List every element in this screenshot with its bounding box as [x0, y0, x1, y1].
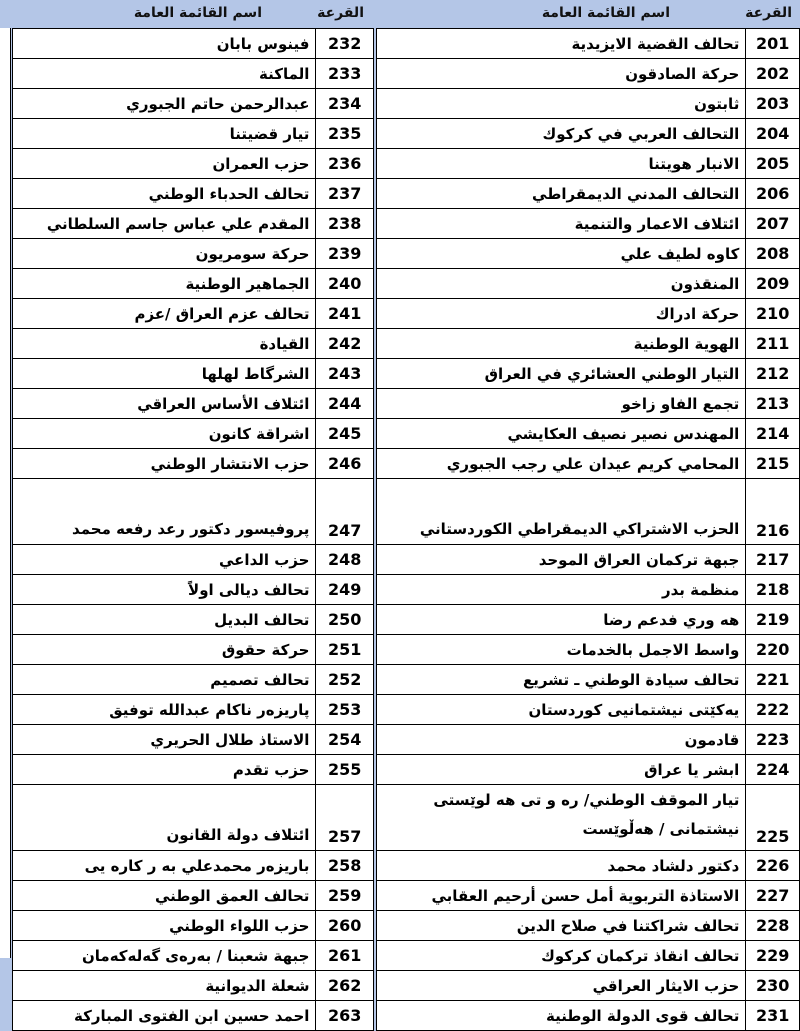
ballot-number-cell: 237 [316, 179, 374, 209]
ballot-number-cell: 257 [316, 785, 374, 851]
table-row [377, 449, 800, 479]
list-name-cell: الجماهير الوطنية [13, 269, 316, 299]
ballot-number-cell: 260 [316, 911, 374, 941]
ballot-number-cell: 219 [746, 605, 800, 635]
ballot-number-cell: 205 [746, 149, 800, 179]
table-row [377, 911, 800, 941]
ballot-number-cell: 226 [746, 851, 800, 881]
table-row [13, 389, 374, 419]
ballot-number-cell: 253 [316, 695, 374, 725]
table-row [377, 785, 800, 851]
list-name-cell: تحالف القضية الايزيدية [377, 29, 746, 59]
ballot-number-cell: 201 [746, 29, 800, 59]
list-name-cell: المنقذون [377, 269, 746, 299]
ballot-number-cell: 221 [746, 665, 800, 695]
list-name-cell: ائتلاف الأساس العراقي [13, 389, 316, 419]
list-name-cell: باريزەر محمدعلي به ر كاره يی [13, 851, 316, 881]
table-row [377, 149, 800, 179]
table-row [13, 449, 374, 479]
table-row [13, 149, 374, 179]
right-table-block [376, 0, 800, 1031]
table-row [377, 359, 800, 389]
list-name-cell: تحالف الحدباء الوطني [13, 179, 316, 209]
table-row [13, 479, 374, 545]
list-name-cell: جبهة تركمان العراق الموحد [377, 545, 746, 575]
ballot-number-cell: 254 [316, 725, 374, 755]
ballot-number-cell: 209 [746, 269, 800, 299]
list-name-cell: ائتلاف دولة القانون [13, 785, 316, 851]
ballot-number-cell: 241 [316, 299, 374, 329]
table-row [13, 29, 374, 59]
list-name-cell: ابشر يا عراق [377, 755, 746, 785]
ballot-number-cell: 208 [746, 239, 800, 269]
list-name-cell: تحالف انقاذ تركمان كركوك [377, 941, 746, 971]
ballot-number-cell: 258 [316, 851, 374, 881]
ballot-table-left [12, 28, 374, 1031]
list-name-cell: حزب اللواء الوطني [13, 911, 316, 941]
list-name-cell: التحالف العربي في كركوك [377, 119, 746, 149]
table-row [377, 389, 800, 419]
ballot-number-cell: 220 [746, 635, 800, 665]
table-row [13, 941, 374, 971]
ballot-number-cell: 210 [746, 299, 800, 329]
ballot-number-cell: 238 [316, 209, 374, 239]
ballot-number-cell: 251 [316, 635, 374, 665]
ballot-number-cell: 255 [316, 755, 374, 785]
list-name-cell: تحالف البديل [13, 605, 316, 635]
list-name-cell: اشراقة كانون [13, 419, 316, 449]
list-name-cell: تحالف قوى الدولة الوطنية [377, 1001, 746, 1031]
table-row [13, 665, 374, 695]
ballot-number-cell: 206 [746, 179, 800, 209]
left-edge-table-fragment [0, 28, 11, 958]
table-row [377, 89, 800, 119]
table-row [377, 329, 800, 359]
left-table-block [12, 0, 374, 1031]
table-row [377, 755, 800, 785]
table-row [13, 299, 374, 329]
ballot-number-cell: 227 [746, 881, 800, 911]
list-name-cell: المحامي كريم عيدان علي رجب الجبوري [377, 449, 746, 479]
table-row [13, 851, 374, 881]
list-name-cell: الحزب الاشتراكي الديمقراطي الكوردستاني [377, 479, 746, 545]
ballot-number-cell: 212 [746, 359, 800, 389]
ballot-number-cell: 228 [746, 911, 800, 941]
table-row [13, 359, 374, 389]
list-name-cell: حزب العمران [13, 149, 316, 179]
ballot-number-cell: 235 [316, 119, 374, 149]
list-name-cell: حزب الايثار العراقي [377, 971, 746, 1001]
ballot-number-cell: 263 [316, 1001, 374, 1031]
table-row [377, 1001, 800, 1031]
table-row [13, 635, 374, 665]
list-name-cell: تحالف عزم العراق /عزم [13, 299, 316, 329]
table-row [377, 29, 800, 59]
table-row [13, 971, 374, 1001]
list-name-cell: الهوية الوطنية [377, 329, 746, 359]
ballot-number-cell: 202 [746, 59, 800, 89]
ballot-number-cell: 211 [746, 329, 800, 359]
table-row [13, 209, 374, 239]
left-table-header [12, 0, 374, 28]
list-name-cell: شعلة الديوانية [13, 971, 316, 1001]
ballot-table-right [376, 28, 800, 1031]
list-name-cell: احمد حسين ابن الفتوى المباركة [13, 1001, 316, 1031]
ballot-number-cell: 247 [316, 479, 374, 545]
table-row [13, 119, 374, 149]
table-row [13, 785, 374, 851]
list-name-cell: تحالف ديالى اولاً [13, 575, 316, 605]
number-header: القرعة [745, 5, 792, 21]
table-row [13, 59, 374, 89]
table-row [13, 179, 374, 209]
table-row [377, 59, 800, 89]
ballot-number-cell: 217 [746, 545, 800, 575]
name-header: اسم القائمة العامة [541, 5, 670, 21]
list-name-cell: حركة ادراك [377, 299, 746, 329]
list-name-cell: القيادة [13, 329, 316, 359]
list-name-cell: تحالف سيادة الوطني ـ تشريع [377, 665, 746, 695]
list-name-cell: پروفيسور دكتور رعد رفعه محمد [13, 479, 316, 545]
ballot-number-cell: 231 [746, 1001, 800, 1031]
ballot-number-cell: 262 [316, 971, 374, 1001]
table-row [377, 575, 800, 605]
list-name-cell: الاستاذ طلال الحريري [13, 725, 316, 755]
table-row [13, 89, 374, 119]
list-name-cell: حركة سومريون [13, 239, 316, 269]
list-name-cell: الشرگاط لهلها [13, 359, 316, 389]
table-row [377, 881, 800, 911]
ballot-number-cell: 204 [746, 119, 800, 149]
ballot-number-cell: 229 [746, 941, 800, 971]
ballot-number-cell: 242 [316, 329, 374, 359]
table-row [377, 635, 800, 665]
list-name-cell: المهندس نصير نصيف العكايشي [377, 419, 746, 449]
ballot-number-cell: 214 [746, 419, 800, 449]
list-name-cell: كاوه لطيف علي [377, 239, 746, 269]
list-name-cell: حزب الانتشار الوطني [13, 449, 316, 479]
table-row [13, 269, 374, 299]
ballot-number-cell: 252 [316, 665, 374, 695]
ballot-number-cell: 243 [316, 359, 374, 389]
list-name-cell: دكتور دلشاد محمد [377, 851, 746, 881]
ballot-number-cell: 213 [746, 389, 800, 419]
list-name-cell: منظمة بدر [377, 575, 746, 605]
ballot-number-cell: 244 [316, 389, 374, 419]
ballot-number-cell: 207 [746, 209, 800, 239]
list-name-cell: تحالف شراكتنا في صلاح الدين [377, 911, 746, 941]
list-name-cell: تحالف العمق الوطني [13, 881, 316, 911]
table-row [377, 971, 800, 1001]
list-name-cell: التحالف المدني الديمقراطي [377, 179, 746, 209]
table-row [13, 695, 374, 725]
list-name-cell: قادمون [377, 725, 746, 755]
list-name-cell: حركة حقوق [13, 635, 316, 665]
name-header: اسم القائمة العامة [133, 5, 262, 21]
ballot-number-cell: 224 [746, 755, 800, 785]
table-row [377, 299, 800, 329]
ballot-number-cell: 248 [316, 545, 374, 575]
list-name-cell: التيار الوطني العشائري في العراق [377, 359, 746, 389]
table-row [377, 665, 800, 695]
list-name-cell: الاستاذة التربوية أمل حسن أرحيم العقابي [377, 881, 746, 911]
list-name-cell: ائتلاف الاعمار والتنمية [377, 209, 746, 239]
list-name-cell: الانبار هويتنا [377, 149, 746, 179]
table-row [13, 575, 374, 605]
table-row [13, 545, 374, 575]
table-row [377, 209, 800, 239]
table-row [13, 725, 374, 755]
ballot-number-cell: 246 [316, 449, 374, 479]
list-name-cell: واسط الاجمل بالخدمات [377, 635, 746, 665]
list-name-cell: تيار الموقف الوطني/ ره و تی هه لوێستی نیشتمانی / هەڵوێست [377, 785, 746, 851]
ballot-number-cell: 232 [316, 29, 374, 59]
table-row [377, 119, 800, 149]
table-row [13, 605, 374, 635]
list-name-cell: هه وري فدعم رضا [377, 605, 746, 635]
table-row [377, 605, 800, 635]
list-name-cell: فينوس بابان [13, 29, 316, 59]
ballot-number-cell: 222 [746, 695, 800, 725]
number-header: القرعة [317, 5, 364, 21]
list-name-cell: عبدالرحمن حاتم الجبوري [13, 89, 316, 119]
list-name-cell: ثابتون [377, 89, 746, 119]
list-name-cell: جبهة شعبنا / بەرەی گەلەکەمان [13, 941, 316, 971]
ballot-number-cell: 240 [316, 269, 374, 299]
ballot-number-cell: 230 [746, 971, 800, 1001]
table-row [13, 329, 374, 359]
ballot-number-cell: 215 [746, 449, 800, 479]
table-row [13, 755, 374, 785]
table-row [377, 479, 800, 545]
list-name-cell: حركة الصادقون [377, 59, 746, 89]
ballot-number-cell: 249 [316, 575, 374, 605]
ballot-number-cell: 245 [316, 419, 374, 449]
table-row [377, 239, 800, 269]
ballot-number-cell: 223 [746, 725, 800, 755]
list-name-cell: تيار قضيتنا [13, 119, 316, 149]
table-row [377, 725, 800, 755]
table-row [13, 239, 374, 269]
ballot-number-cell: 225 [746, 785, 800, 851]
ballot-number-cell: 218 [746, 575, 800, 605]
ballot-number-cell: 239 [316, 239, 374, 269]
table-row [13, 419, 374, 449]
list-name-cell: پاريزەر ناكام عبدالله توفيق [13, 695, 316, 725]
list-name-cell: حزب تقدم [13, 755, 316, 785]
ballot-number-cell: 233 [316, 59, 374, 89]
ballot-number-cell: 203 [746, 89, 800, 119]
table-row [377, 941, 800, 971]
ballot-number-cell: 234 [316, 89, 374, 119]
table-row [377, 851, 800, 881]
list-name-cell: الماكنة [13, 59, 316, 89]
list-name-cell: تحالف تصميم [13, 665, 316, 695]
ballot-number-cell: 216 [746, 479, 800, 545]
table-row [377, 179, 800, 209]
table-row [377, 695, 800, 725]
list-name-cell: المقدم علي عباس جاسم السلطاني [13, 209, 316, 239]
table-row [13, 881, 374, 911]
table-row [377, 545, 800, 575]
list-name-cell: حزب الداعي [13, 545, 316, 575]
ballot-number-cell: 259 [316, 881, 374, 911]
ballot-number-cell: 250 [316, 605, 374, 635]
table-row [13, 911, 374, 941]
list-name-cell: يەكێتی نیشتمانیی كوردستان [377, 695, 746, 725]
table-row [377, 269, 800, 299]
table-row [377, 419, 800, 449]
ballot-number-cell: 261 [316, 941, 374, 971]
table-row [13, 1001, 374, 1031]
right-table-header [376, 0, 800, 28]
list-name-cell: تجمع الفاو زاخو [377, 389, 746, 419]
ballot-number-cell: 236 [316, 149, 374, 179]
